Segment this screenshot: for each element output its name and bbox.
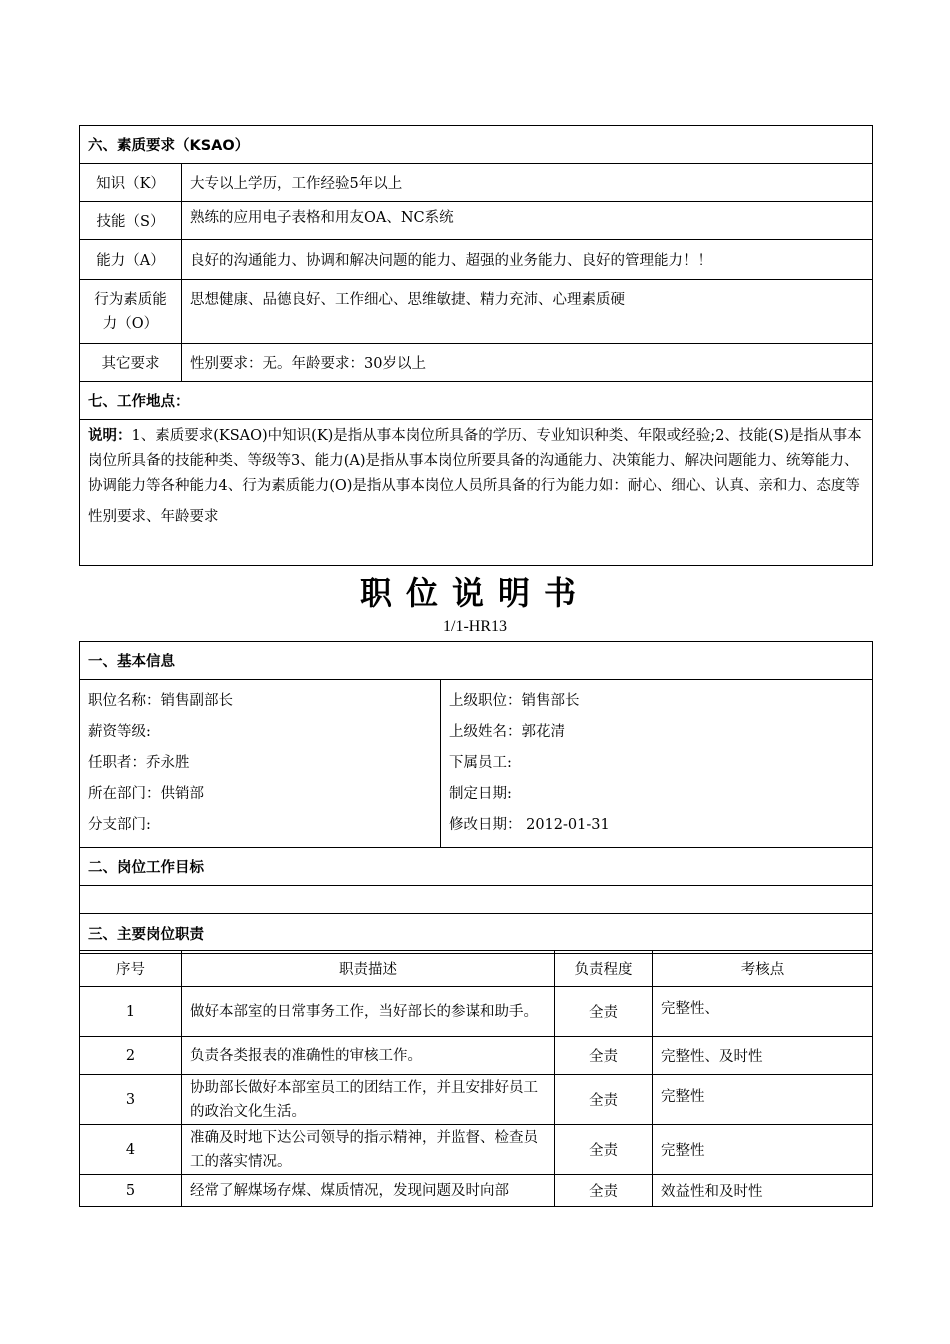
row-desc: 协助部长做好本部室员工的团结工作，并且安排好员工的政治文化生活。 — [182, 1075, 555, 1125]
basic-left — [80, 680, 441, 848]
info-superior-name: 上级姓名：郭花清 — [449, 724, 565, 740]
ksao-label: 能力（A） — [80, 240, 182, 280]
ksao-value: 熟练的应用电子表格和用友OA、NC系统 — [182, 202, 873, 240]
row-level: 全责 — [555, 1075, 653, 1125]
table-row — [80, 1075, 873, 1125]
table-row — [80, 1125, 873, 1175]
info-branch: 分支部门: — [88, 817, 151, 833]
ksao-value: 性别要求：无。年龄要求：30岁以上 — [182, 344, 873, 382]
note-cell — [80, 420, 873, 566]
note-text: 1、素质要求(KSAO)中知识(K)是指从事本岗位所具备的学历、专业知识种类、年限或经验;2、技能(S)是指从事本岗位所具备的技能种类、等级等3、能力(A)是指从事本岗位所要具备的沟通能力、决策能力、解决问题能力、统筹能力、协调能力等各种能力4、行为素质能力(O)是指从事本岗位人员所具备的行为能力如：耐心、细心、认真、亲和力、态度等 — [88, 428, 862, 494]
note-line2: 性别要求、年龄要求 — [88, 509, 219, 525]
info-incumbent: 任职者：乔永胜 — [88, 755, 190, 771]
row-no: 1 — [80, 987, 182, 1037]
ksao-label: 技能（S） — [80, 202, 182, 240]
ksao-header: 六、素质要求（KSAO） — [80, 126, 873, 164]
row-no: 3 — [80, 1075, 182, 1125]
row-no: 5 — [80, 1175, 182, 1207]
goal-header: 二、岗位工作目标 — [80, 848, 873, 886]
table-row — [80, 1175, 873, 1207]
duties-header: 三、主要岗位职责 — [80, 914, 873, 954]
col-header-no: 序号 — [80, 951, 182, 987]
duties-column-headers — [80, 951, 873, 987]
col-header-desc: 职责描述 — [182, 951, 555, 987]
basic-info-table — [79, 641, 873, 954]
ksao-row — [80, 280, 873, 344]
row-check: 完整性 — [653, 1075, 873, 1125]
ksao-value: 大专以上学历，工作经验5年以上 — [182, 164, 873, 202]
info-department: 所在部门：供销部 — [88, 786, 204, 802]
ksao-row — [80, 164, 873, 202]
ksao-row — [80, 344, 873, 382]
basic-header: 一、基本信息 — [80, 642, 873, 680]
ksao-table — [79, 125, 873, 566]
row-check: 效益性和及时性 — [653, 1175, 873, 1207]
row-no: 4 — [80, 1125, 182, 1175]
doc-title: 职位说明书 — [359, 574, 590, 612]
basic-right — [441, 680, 873, 848]
row-level: 全责 — [555, 1125, 653, 1175]
info-modified-date: 修改日期： 2012-01-31 — [449, 817, 610, 833]
row-desc: 经常了解煤场存煤、煤质情况，发现问题及时向部 — [182, 1175, 555, 1207]
ksao-label: 知识（K） — [80, 164, 182, 202]
row-level: 全责 — [555, 1037, 653, 1075]
row-desc: 准确及时地下达公司领导的指示精神，并监督、检查员工的落实情况。 — [182, 1125, 555, 1175]
table-row — [80, 987, 873, 1037]
note-label: 说明： — [88, 428, 132, 444]
info-created-date: 制定日期: — [449, 786, 512, 802]
ksao-row — [80, 202, 873, 240]
row-desc: 做好本部室的日常事务工作，当好部长的参谋和助手。 — [182, 987, 555, 1037]
location-header: 七、工作地点： — [80, 382, 873, 420]
ksao-value: 思想健康、品德良好、工作细心、思维敏捷、精力充沛、心理素质硬 — [182, 280, 873, 344]
ksao-label: 行为素质能力（O） — [80, 280, 182, 344]
row-check: 完整性、 — [653, 987, 873, 1037]
row-level: 全责 — [555, 987, 653, 1037]
goal-content — [80, 886, 873, 914]
table-row — [80, 1037, 873, 1075]
info-salary-grade: 薪资等级: — [88, 724, 151, 740]
duties-table — [79, 950, 873, 1207]
row-level: 全责 — [555, 1175, 653, 1207]
info-position: 职位名称：销售副部长 — [88, 693, 233, 709]
row-check: 完整性、及时性 — [653, 1037, 873, 1075]
info-superior-position: 上级职位：销售部长 — [449, 693, 580, 709]
doc-number: 1/1-HR13 — [443, 618, 507, 635]
ksao-label: 其它要求 — [80, 344, 182, 382]
col-header-level: 负责程度 — [555, 951, 653, 987]
row-no: 2 — [80, 1037, 182, 1075]
ksao-value: 良好的沟通能力、协调和解决问题的能力、超强的业务能力、良好的管理能力！！ — [182, 240, 873, 280]
col-header-check: 考核点 — [653, 951, 873, 987]
ksao-row — [80, 240, 873, 280]
row-check: 完整性 — [653, 1125, 873, 1175]
info-subordinates: 下属员工: — [449, 755, 512, 771]
row-desc: 负责各类报表的准确性的审核工作。 — [182, 1037, 555, 1075]
